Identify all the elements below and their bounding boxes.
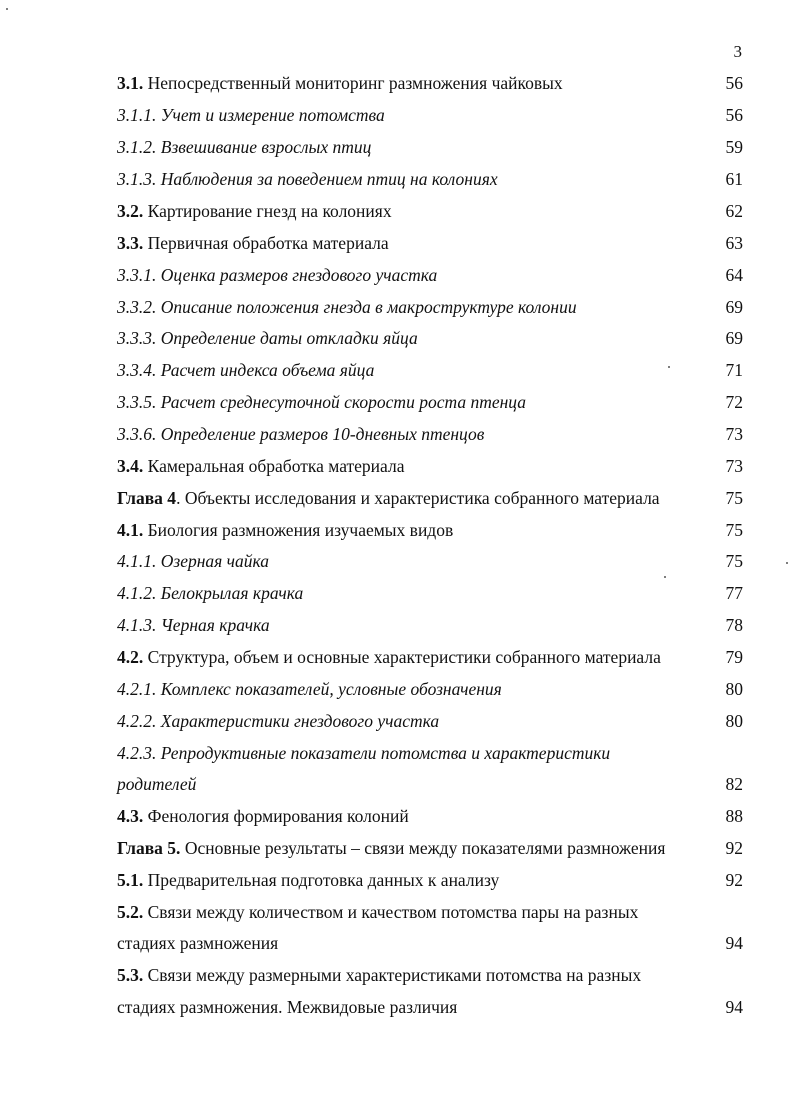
toc-entry-title: Первичная обработка материала [143,233,389,253]
toc-entry-4-2-3-continued [117,771,743,797]
toc-entry-3-3-3 [117,325,743,351]
toc-entry-page: 69 [725,297,743,317]
toc-entry-title: Наблюдения за поведением птиц на колониях [156,169,498,189]
toc-entry-number: 4.2.1. [117,679,157,699]
toc-entry-chapter-5 [117,835,743,861]
toc-entry-title: Фенология формирования колоний [143,806,409,826]
toc-entry-page: 79 [725,647,743,667]
toc-entry-chapter-4 [117,485,743,511]
toc-entry-5-1 [117,867,743,893]
toc-entry-4-2-3 [117,740,743,766]
toc-entry-number: 3.3.1. [117,265,157,285]
toc-entry-title: Расчет среднесуточной скорости роста птенца [156,392,526,412]
toc-entry-3-4 [117,453,743,479]
toc-entry-page: 56 [725,73,743,93]
toc-entry-number: 3.3.4. [117,360,157,380]
toc-entry-title: Предварительная подготовка данных к анализу [143,870,500,890]
toc-entry-title: Характеристики гнездового участка [156,711,440,731]
toc-entry-number: Глава 4 [117,488,177,508]
toc-entry-page: 88 [725,806,743,826]
toc-entry-title: Камеральная обработка материала [143,456,405,476]
toc-entry-5-3-continued [117,994,743,1020]
toc-entry-page: 73 [725,456,743,476]
toc-entry-4-2 [117,644,743,670]
toc-entry-3-1-2 [117,134,743,160]
toc-entry-title: Биология размножения изучаемых видов [143,520,454,540]
toc-entry-page: 61 [725,169,743,189]
toc-entry-4-1 [117,517,743,543]
toc-entry-title: Связи между размерными характеристиками потомства на разных [143,965,642,985]
toc-entry-page: 63 [725,233,743,253]
toc-entry-number: 4.1.3. [117,615,157,635]
scan-speck [664,576,666,578]
toc-entry-number: Глава 5. [117,838,181,858]
toc-entry-title: Черная крачка [156,615,270,635]
toc-entry-title: Комплекс показателей, условные обозначения [156,679,502,699]
toc-entry-page: 94 [725,997,743,1017]
toc-entry-title: родителей [117,774,197,794]
toc-entry-3-3-6 [117,421,743,447]
toc-entry-3-3 [117,230,743,256]
toc-entry-4-1-3 [117,612,743,638]
toc-entry-title: Картирование гнезд на колониях [143,201,392,221]
toc-entry-number: 3.2. [117,201,144,221]
toc-entry-title: . Объекты исследования и характеристика собранного материала [176,488,660,508]
page-number: 3 [733,42,742,61]
toc-entry-title: стадиях размножения [117,933,279,953]
toc-entry-number: 3.1.1. [117,105,157,125]
toc-entry-title: Связи между количеством и качеством потомства пары на разных [143,902,639,922]
toc-entry-3-1 [117,70,743,96]
toc-entry-page: 72 [725,392,743,412]
toc-entry-title: Учет и измерение потомства [156,105,385,125]
toc-entry-page: 75 [725,551,743,571]
toc-entry-5-2-continued [117,930,743,956]
toc-entry-page: 80 [725,711,743,731]
toc-entry-number: 4.1.2. [117,583,157,603]
toc-entry-number: 3.4. [117,456,144,476]
toc-entry-3-3-4 [117,357,743,383]
toc-entry-title: Основные результаты – связи между показателями размножения [180,838,666,858]
toc-entry-page: 92 [725,838,743,858]
toc-entry-3-3-1 [117,262,743,288]
toc-entry-number: 4.2.3. [117,743,157,763]
toc-entry-number: 4.2. [117,647,144,667]
toc-entry-title: Определение размеров 10-дневных птенцов [156,424,485,444]
toc-entry-4-1-1 [117,548,743,574]
toc-entry-title: Белокрылая крачка [156,583,304,603]
toc-entry-page: 62 [725,201,743,221]
toc-entry-title: Непосредственный мониторинг размножения чайковых [143,73,563,93]
toc-entry-number: 4.2.2. [117,711,157,731]
toc-entry-3-3-5 [117,389,743,415]
scan-speck [786,562,788,564]
toc-entry-number: 5.1. [117,870,144,890]
toc-entry-number: 4.1. [117,520,144,540]
toc-entry-number: 4.1.1. [117,551,157,571]
toc-entry-number: 5.3. [117,965,144,985]
toc-entry-3-3-2 [117,294,743,320]
toc-entry-5-3 [117,962,743,988]
toc-entry-title: Структура, объем и основные характеристики собранного материала [143,647,661,667]
toc-entry-page: 94 [725,933,743,953]
toc-entry-4-2-1 [117,676,743,702]
toc-entry-number: 3.1.3. [117,169,157,189]
toc-entry-title: Репродуктивные показатели потомства и характеристики [156,743,611,763]
toc-entry-page: 69 [725,328,743,348]
scan-speck [6,8,8,10]
toc-entry-title: Определение даты откладки яйца [156,328,418,348]
toc-entry-4-1-2 [117,580,743,606]
toc-entry-number: 3.1.2. [117,137,157,157]
toc-entry-4-2-2 [117,708,743,734]
toc-entry-3-2 [117,198,743,224]
toc-entry-page: 71 [725,360,743,380]
toc-entry-number: 5.2. [117,902,144,922]
toc-entry-page: 73 [725,424,743,444]
toc-entry-number: 3.3.6. [117,424,157,444]
toc-entry-number: 4.3. [117,806,144,826]
toc-entry-page: 80 [725,679,743,699]
toc-entry-page: 92 [725,870,743,890]
toc-entry-page: 64 [725,265,743,285]
toc-entry-title: Взвешивание взрослых птиц [156,137,372,157]
toc-entry-page: 59 [725,137,743,157]
toc-entry-title: Озерная чайка [156,551,270,571]
toc-entry-page: 78 [725,615,743,635]
toc-entry-4-3 [117,803,743,829]
scan-speck [668,366,670,368]
toc-entry-page: 75 [725,520,743,540]
toc-entry-title: Расчет индекса объема яйца [156,360,375,380]
toc-entry-number: 3.3.2. [117,297,157,317]
toc-entry-page: 56 [725,105,743,125]
toc-entry-number: 3.1. [117,73,144,93]
toc-entry-page: 75 [725,488,743,508]
toc-entry-title: стадиях размножения. Межвидовые различия [117,997,458,1017]
toc-entry-number: 3.3. [117,233,144,253]
toc-entry-page: 77 [725,583,743,603]
toc-entry-5-2 [117,899,743,925]
toc-entry-number: 3.3.3. [117,328,157,348]
toc-entry-3-1-1 [117,102,743,128]
toc-entry-3-1-3 [117,166,743,192]
toc-entry-page: 82 [725,774,743,794]
toc-entry-title: Описание положения гнезда в макроструктуре колонии [156,297,577,317]
toc-entry-title: Оценка размеров гнездового участка [156,265,438,285]
toc-entry-number: 3.3.5. [117,392,157,412]
